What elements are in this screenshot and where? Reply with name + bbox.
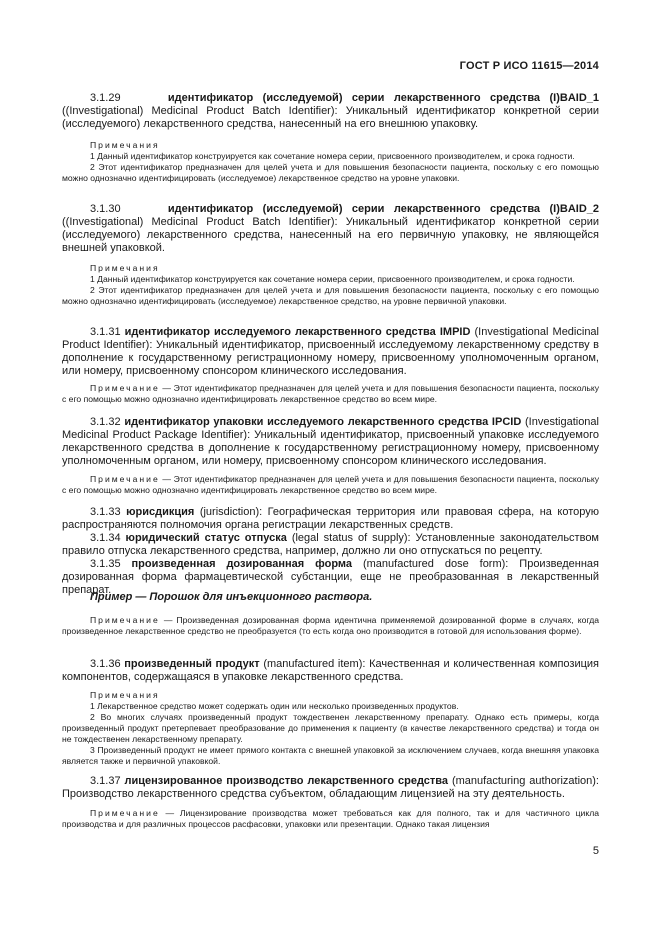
term-title: юридический статус отпуска <box>125 532 287 544</box>
term-number: 3.1.33 <box>90 506 121 518</box>
term-3-1-36 <box>62 658 599 684</box>
term-title: лицензированное производство лекарственного средства <box>124 775 449 787</box>
note-text: — Этот идентификатор предназначен для целей учета и для повышения безопасности пациента, поскольку с его помощью можно однозначно идентифицировать лекарственное средство во всем мире. <box>62 383 599 404</box>
term-number: 3.1.30 <box>90 203 121 215</box>
term-3-1-33 <box>62 506 599 532</box>
example <box>62 591 599 604</box>
term-title: произведенная дозированная форма <box>131 558 353 570</box>
note-3-1-32 <box>62 474 599 496</box>
term-definition: (manufacturing authorization): Производство лекарственного средства субъектом, обладающим лицензией на эту деятельность. <box>62 775 599 800</box>
term-definition: (legal status of supply): Установленные законодательством правило отпуска лекарственного средства, например, должно ли оно отпускаться по рецепту. <box>62 532 599 557</box>
term-3-1-32 <box>62 416 599 468</box>
term-title: идентификатор (исследуемой) серии лекарственного средства (I)BAID_1 <box>167 92 600 104</box>
notes-3-1-29 <box>62 140 599 184</box>
term-definition: (Investigational Medicinal Product Identifier): Уникальный идентификатор, присвоенный исследуемому лекарственному средству в дополнение к государственному регистрационному номеру, присвоенному уполномоченным органом, или номеру, присвоенному спонсором клинического исследования. <box>62 326 599 377</box>
term-3-1-29 <box>62 92 599 131</box>
term-definition: ((Investigational) Medicinal Product Batch Identifier): Уникальный идентификатор конкретной серии (исследуемого) лекарственного средства, нанесенный на его внешнюю упаковку. <box>62 105 599 130</box>
term-definition: (jurisdiction): Географическая территория или правовая сфера, на которую распространяются полномочия органа регистрации лекарственных средств. <box>62 506 599 531</box>
term-3-1-34 <box>62 532 599 558</box>
note-text: — Произведенная дозированная форма идентична применяемой дозированной форме в случаях, когда произведенное лекарственное средство не преобразуется (то есть когда оно производится в готовой для использования форме). <box>62 615 599 636</box>
term-number: 3.1.34 <box>90 532 121 544</box>
term-number: 3.1.29 <box>90 92 121 104</box>
term-title: юрисдикция <box>126 506 195 518</box>
term-definition: ((Investigational) Medicinal Product Batch Identifier): Уникальный идентификатор конкретной серии (исследуемого) лекарственного средства, нанесенный на его первичную упаковку, не являющейся внешней упаковкой. <box>62 216 599 254</box>
term-title: идентификатор (исследуемой) серии лекарственного средства (I)BAID_2 <box>167 203 600 215</box>
terms-3-1-33-to-35 <box>62 506 599 597</box>
term-3-1-30 <box>62 203 599 255</box>
note-2: 2 Этот идентификатор предназначен для целей учета и для повышения безопасности пациента, поскольку с его помощью можно однозначно идентифицировать (исследуемое) лекарственное средство, на уровне первичной упаковки. <box>62 285 599 306</box>
note-2: 2 Во многих случаях произведенный продукт тождественен лекарственному препарату. Однако есть примеры, когда произведенный продукт претерпевает преобразование до применения к пациенту (в качестве лекарственного средства) и тогда он не тождественен лекарственному препарату. <box>62 712 599 744</box>
notes-3-1-36 <box>62 690 599 767</box>
notes-label: Примечания <box>90 140 160 150</box>
page-number: 5 <box>592 845 599 857</box>
term-definition: (manufactured item): Качественная и количественная композиция компонентов, содержащаяся в упаковке лекарственного средства. <box>62 658 599 683</box>
example-text: Пример — Порошок для инъекционного раствора. <box>90 591 373 603</box>
term-number: 3.1.36 <box>90 658 121 670</box>
term-number: 3.1.37 <box>90 775 121 787</box>
notes-label: Примечания <box>90 263 160 273</box>
term-title: идентификатор исследуемого лекарственного средства IMPID <box>124 326 471 338</box>
term-title: произведенный продукт <box>124 658 260 670</box>
note-label: Примечание <box>90 474 160 484</box>
notes-3-1-30 <box>62 263 599 307</box>
note-3-1-37 <box>62 808 599 830</box>
notes-label: Примечания <box>90 690 160 700</box>
note-label: Примечание <box>90 615 160 625</box>
term-definition: (manufactured dose form): Произведенная дозированная форма фармацевтической субстанции, еще не преобразованная в лекарственный препарат. <box>62 558 599 596</box>
term-number: 3.1.32 <box>90 416 121 428</box>
document-header: ГОСТ Р ИСО 11615—2014 <box>459 60 599 72</box>
note-1: 1 Данный идентификатор конструируется как сочетание номера серии, присвоенного производителем, и срока годности. <box>90 151 575 161</box>
note-2: 2 Этот идентификатор предназначен для целей учета и для повышения безопасности пациента, поскольку с его помощью можно однозначно идентифицировать (исследуемое) лекарственное средство на уровне упаковки. <box>62 162 599 183</box>
note-text: — Лицензирование производства может требоваться как для полного, так и для частичного цикла производства и для различных процессов расфасовки, упаковки или презентации. Однако такая лицензия <box>62 808 600 829</box>
term-definition: (Investigational Medicinal Product Package Identifier): Уникальный идентификатор, присвоенный упаковке исследуемого лекарственного средства в дополнение к государственному регистрационному номеру, присвоенному уполномоченным органом, или номеру, присвоенному спонсором клинического исследования. <box>62 416 599 467</box>
note-3-1-31 <box>62 383 599 405</box>
note-text: — Этот идентификатор предназначен для целей учета и для повышения безопасности пациента, поскольку с его помощью можно однозначно идентифицировать лекарственное средство во всем мире. <box>62 474 599 495</box>
note-1: 1 Лекарственное средство может содержать один или несколько произведенных продуктов. <box>90 701 459 711</box>
term-number: 3.1.31 <box>90 326 121 338</box>
note-label: Примечание <box>90 383 160 393</box>
term-number: 3.1.35 <box>90 558 121 570</box>
note-1: 1 Данный идентификатор конструируется как сочетание номера серии, присвоенного производителем, и срока годности. <box>90 274 575 284</box>
note-label: Примечание <box>90 808 160 818</box>
term-3-1-31 <box>62 326 599 378</box>
note-3: 3 Произведенный продукт не имеет прямого контакта с внешней упаковкой за исключением случаев, когда внешняя упаковка является также и первичной упаковкой. <box>62 745 599 766</box>
note-3-1-35 <box>62 615 599 637</box>
term-title: идентификатор упаковки исследуемого лекарственного средства IPCID <box>124 416 522 428</box>
term-3-1-37 <box>62 775 599 801</box>
